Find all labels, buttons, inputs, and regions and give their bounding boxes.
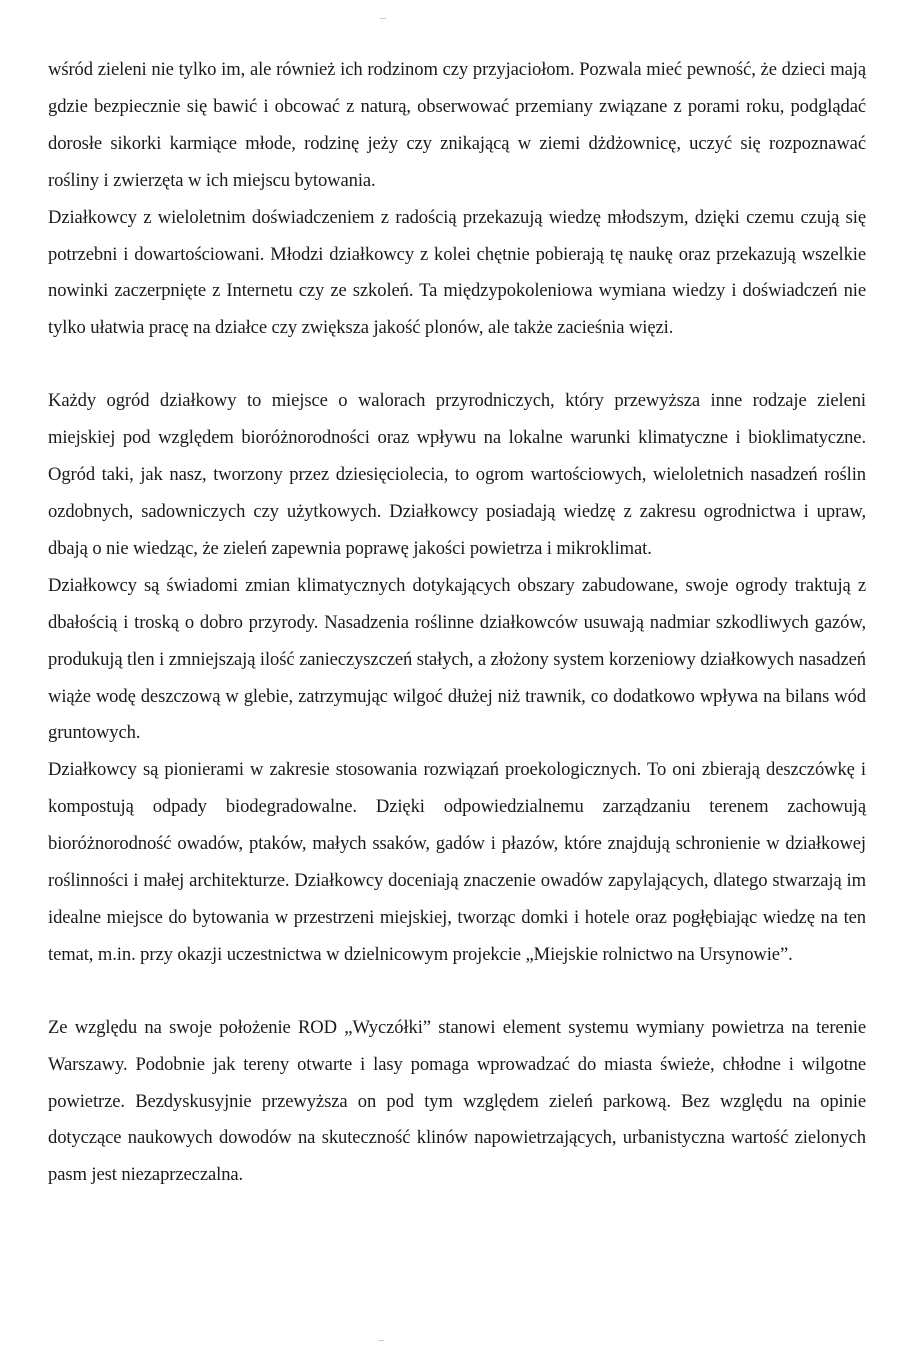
paragraph-1: wśród zieleni nie tylko im, ale również ich rodzinom czy przyjaciołom. Pozwala mieć pewność, że dzieci mają gdzie bezpiecznie się bawić i obcować z naturą, obserwować przemiany związane z porami roku, podglądać dorosłe sikorki karmiące młode, rodzinę jeży czy znikającą w ziemi dżdżownicę, uczyć się rozpoznawać rośliny i zwierzęta w ich miejscu bytowania. — [48, 59, 866, 191]
paragraph-2: Działkowcy z wieloletnim doświadczeniem z radością przekazują wiedzę młodszym, dzięki czemu czują się potrzebni i dowartościowani. Młodzi działkowcy z kolei chętnie pobierają tę naukę oraz przekazują wszelkie nowinki zaczerpnięte z Internetu czy ze szkoleń. Ta międzypokoleniowa wymiana wiedzy i doświadczeń nie tylko ułatwia pracę na działce czy zwiększa jakość plonów, ale także zacieśnia więzi. — [48, 206, 866, 339]
paragraph-6: Ze względu na swoje położenie ROD „Wyczółki” stanowi element systemu wymiany powietrza na terenie Warszawy. Podobnie jak tereny otwarte i lasy pomaga wprowadzać do miasta świeże, chłodne i wilgotne powietrze. Bezdyskusyjnie przewyższa on pod tym względem zieleń parkową. Bez względu na opinie dotyczące naukowych dowodów na skuteczność klinów napowietrzających, urbanistyczna wartość zielonych pasm jest niezaprzeczalna. — [48, 1016, 866, 1186]
body-text — [48, 52, 866, 1194]
paragraph-3: Każdy ogród działkowy to miejsce o walorach przyrodniczych, który przewyższa inne rodzaje zieleni miejskiej pod względem bioróżnorodności oraz wpływu na lokalne warunki klimatyczne i bioklimatyczne. Ogród taki, jak nasz, tworzony przez dziesięciolecia, to ogrom wartościowych, wieloletnich nasadzeń roślin ozdobnych, sadowniczych czy użytkowych. Działkowcy posiadają wiedzę z zakresu ogrodnictwa i upraw, dbają o nie wiedząc, że zieleń zapewnia poprawę jakości powietrza i mikroklimat. — [48, 390, 866, 559]
scan-mark-bottom — [378, 1340, 384, 1341]
scan-mark-top — [380, 18, 386, 19]
paragraph-5: Działkowcy są pionierami w zakresie stosowania rozwiązań proekologicznych. To oni zbierają deszczówkę i kompostują odpady biodegradowalne. Dzięki odpowiedzialnemu zarządzaniu terenem zachowują bioróżnorodność owadów, ptaków, małych ssaków, gadów i płazów, które znajdują schronienie w działkowej roślinności i małej architekturze. Działkowcy doceniają znaczenie owadów zapylających, dlatego stwarzają im idealne miejsce do bytowania w przestrzeni miejskiej, tworząc domki i hotele oraz pogłębiając wiedzę na ten temat, m.in. przy okazji uczestnictwa w dzielnicowym projekcie „Miejskie rolnictwo na Ursynowie”. — [48, 759, 866, 965]
paragraph-4: Działkowcy są świadomi zmian klimatycznych dotykających obszary zabudowane, swoje ogrody traktują z dbałością i troską o dobro przyrody. Nasadzenia roślinne działkowców usuwają nadmiar szkodliwych gazów, produkują tlen i zmniejszają ilość zanieczyszczeń stałych, a złożony system korzeniowy działkowych nasadzeń wiąże wodę deszczową w glebie, zatrzymując wilgoć dłużej niż trawnik, co dodatkowo wpływa na bilans wód gruntowych. — [48, 574, 866, 744]
